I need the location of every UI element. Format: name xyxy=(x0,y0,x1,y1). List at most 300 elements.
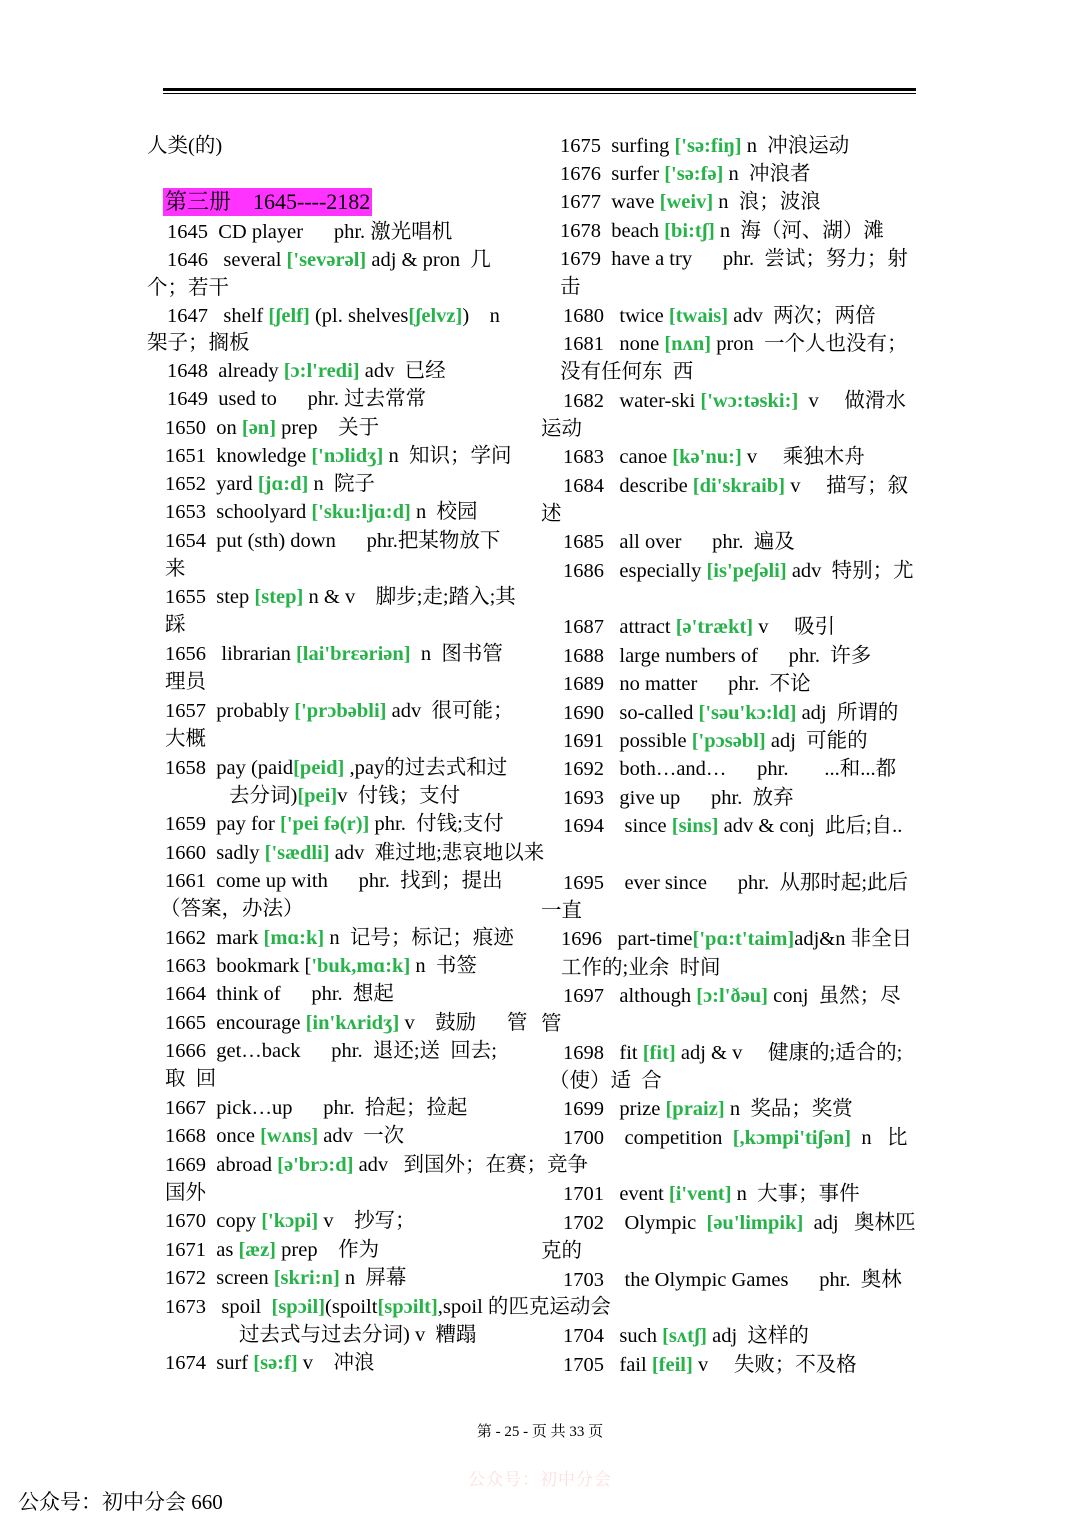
right-vocab-line xyxy=(541,500,562,528)
entry-text: attract xyxy=(604,616,676,638)
phonetic: [skri:n] xyxy=(273,1267,340,1289)
entry-number: 1702 xyxy=(563,1212,604,1234)
entry-text: (pl. shelves xyxy=(309,305,409,327)
credit-text: 公众号：初中分会 660 xyxy=(18,1490,223,1514)
entry-number: 1674 xyxy=(165,1352,206,1374)
entry-text: adj 所谓的 xyxy=(796,702,899,724)
entry-text: 管 xyxy=(541,1013,562,1035)
left-vocab-line xyxy=(165,725,206,753)
entry-text: event xyxy=(604,1183,669,1205)
entry-text: 人类(的) xyxy=(147,135,223,157)
left-vocab-line xyxy=(239,1321,476,1349)
left-vocab-line xyxy=(165,555,186,583)
left-vocab-line xyxy=(160,895,304,923)
entry-text: several xyxy=(208,249,287,271)
right-vocab-line xyxy=(563,1095,853,1123)
entry-number: 1697 xyxy=(563,985,604,1007)
left-vocab-line xyxy=(165,1037,497,1065)
left-vocab-line xyxy=(165,1264,406,1292)
entry-text: 运动 xyxy=(541,418,582,440)
phonetic: [kə'nu:] xyxy=(672,446,742,468)
phonetic: [spɔilt] xyxy=(377,1296,438,1318)
entry-text: conj 虽然；尽 xyxy=(767,985,901,1007)
entry-text: v 吸引 xyxy=(753,616,836,638)
entry-number: 1677 xyxy=(560,191,601,213)
right-vocab-line xyxy=(561,954,720,982)
entry-text: adj 这样的 xyxy=(706,1325,809,1347)
entry-number: 1653 xyxy=(165,501,206,523)
entry-text: librarian xyxy=(206,643,296,665)
entry-number: 1648 xyxy=(167,360,208,382)
entry-text: so-called xyxy=(604,702,699,724)
phonetic: [ʃelvz] xyxy=(408,305,463,327)
left-vocab-line xyxy=(165,810,504,838)
entry-number: 1680 xyxy=(563,305,604,327)
entry-text: think of phr. 想起 xyxy=(206,983,394,1005)
left-vocab-line xyxy=(165,1122,404,1150)
phonetic: [,kɔmpi'tiʃən] xyxy=(732,1127,852,1149)
entry-text: 踩 xyxy=(165,614,186,636)
phonetic: [nʌn] xyxy=(664,333,712,355)
right-vocab-line xyxy=(563,472,908,500)
entry-text: describe xyxy=(604,475,693,497)
left-vocab-line xyxy=(165,470,375,498)
entry-text: n 图书管 xyxy=(410,643,503,665)
phonetic: [mɑ:k] xyxy=(263,927,325,949)
entry-text: especially xyxy=(604,560,707,582)
left-vocab-line xyxy=(165,1065,216,1093)
entry-number: 1686 xyxy=(563,560,604,582)
phonetic: ['nɔlidʒ] xyxy=(311,445,384,467)
right-vocab-line xyxy=(563,727,868,755)
entry-text: v 描写；叙 xyxy=(785,475,909,497)
entry-text: v 冲浪 xyxy=(297,1352,375,1374)
entry-text: n 书签 xyxy=(410,955,477,977)
entry-text: fit xyxy=(604,1042,643,1064)
right-vocab-line xyxy=(541,1010,562,1038)
entry-number: 1656 xyxy=(165,643,206,665)
phonetic: [ən] xyxy=(241,417,277,439)
right-vocab-line xyxy=(541,415,582,443)
entry-text: mark xyxy=(206,927,264,949)
entry-number: 1671 xyxy=(165,1239,206,1261)
entry-text: 去分词) xyxy=(229,785,298,807)
entry-text: n & v 脚步;走;踏入;其 xyxy=(303,586,516,608)
entry-text: both…and… phr. ...和...都 xyxy=(604,758,897,780)
entry-text: 击 xyxy=(560,276,581,298)
entry-text: pay for xyxy=(206,813,281,835)
entry-text: adj & v 健康的;适合的; xyxy=(675,1042,903,1064)
entry-text: have a try phr. 尝试；努力；射 xyxy=(601,248,908,270)
entry-text: adv & conj 此后;自.. xyxy=(718,815,903,837)
entry-number: 1676 xyxy=(560,163,601,185)
entry-text: n 大事；事件 xyxy=(731,1183,860,1205)
entry-text: abroad xyxy=(206,1154,278,1176)
phonetic: [twais] xyxy=(668,305,729,327)
entry-text: beach xyxy=(601,220,665,242)
entry-number: 1678 xyxy=(560,220,601,242)
right-vocab-line xyxy=(541,1237,582,1265)
entry-text: （使）适 合 xyxy=(549,1070,662,1092)
phonetic: [fit] xyxy=(642,1042,676,1064)
entry-text: n 院子 xyxy=(308,473,375,495)
volume-heading: 第三册 1645----2182 xyxy=(165,189,371,214)
phonetic: ['sku:ljɑ:d] xyxy=(311,501,411,523)
entry-number: 1704 xyxy=(563,1325,604,1347)
left-vocab-line xyxy=(165,1151,588,1179)
entry-number: 1666 xyxy=(165,1040,206,1062)
entry-text: n 比 xyxy=(851,1127,908,1149)
entry-number: 1664 xyxy=(165,983,206,1005)
entry-text: although xyxy=(604,985,697,1007)
entry-number: 1681 xyxy=(563,333,604,355)
left-vocab-line xyxy=(165,611,186,639)
left-vocab-line xyxy=(167,302,500,330)
left-vocab-line xyxy=(165,952,477,980)
entry-text: prep 关于 xyxy=(276,417,380,439)
entry-number: 1670 xyxy=(165,1210,206,1232)
right-vocab-line xyxy=(560,188,821,216)
entry-text: n 奖品；奖赏 xyxy=(724,1098,853,1120)
entry-number: 1688 xyxy=(563,645,604,667)
right-vocab-line xyxy=(563,1180,860,1208)
entry-number: 1689 xyxy=(563,673,604,695)
phonetic: [feil] xyxy=(651,1354,693,1376)
entry-number: 1654 xyxy=(165,530,206,552)
right-vocab-line xyxy=(563,1124,907,1152)
left-vocab-line xyxy=(165,924,514,952)
entry-text: probably xyxy=(206,700,295,722)
entry-text: adj & pron 几 xyxy=(366,249,491,271)
entry-number: 1663 xyxy=(165,955,206,977)
entry-text: n 浪；波浪 xyxy=(713,191,821,213)
entry-text: adv 特别；尤 xyxy=(786,560,914,582)
entry-text: competition xyxy=(604,1127,733,1149)
phonetic: ['sædli] xyxy=(264,842,330,864)
entry-text: 理员 xyxy=(165,671,206,693)
entry-text: 架子；搁板 xyxy=(147,332,250,354)
entry-text: 取 回 xyxy=(165,1068,217,1090)
right-vocab-line xyxy=(563,528,795,556)
entry-text: v 付钱；支付 xyxy=(337,785,461,807)
entry-text: n 校园 xyxy=(410,501,478,523)
entry-text: wave xyxy=(601,191,660,213)
left-vocab-line xyxy=(165,640,503,668)
entry-text: n 海（河、湖）滩 xyxy=(714,220,884,242)
phonetic: [ə'trækt] xyxy=(675,616,754,638)
phonetic: [di'skraib] xyxy=(692,475,786,497)
right-vocab-line xyxy=(563,1351,857,1379)
phonetic: ['sevərəl] xyxy=(286,249,367,271)
phonetic: [in'kʌridʒ] xyxy=(305,1012,400,1034)
phonetic: ['prɔbəbli] xyxy=(294,700,387,722)
entry-number: 1661 xyxy=(165,870,206,892)
entry-text: adj&n 非全日 xyxy=(794,928,913,950)
phonetic: [lai'brɛəriən] xyxy=(295,643,411,665)
entry-number: 1705 xyxy=(563,1354,604,1376)
entry-text: CD player phr. 激光唱机 xyxy=(208,221,453,243)
entry-text: ,pay的过去式和过 xyxy=(344,757,508,779)
entry-text: adv 一次 xyxy=(318,1125,405,1147)
entry-number: 1673 xyxy=(165,1296,206,1318)
entry-text: n 记号；标记；痕迹 xyxy=(324,927,514,949)
right-vocab-line xyxy=(563,642,871,670)
entry-text: ) n xyxy=(462,305,500,327)
entry-number: 1645 xyxy=(167,221,208,243)
entry-number: 1693 xyxy=(563,787,604,809)
entry-text: no matter phr. 不论 xyxy=(604,673,811,695)
phonetic: [ə'brɔ:d] xyxy=(277,1154,354,1176)
entry-text: spoil xyxy=(206,1296,272,1318)
entry-text: used to phr. 过去常常 xyxy=(208,388,427,410)
entry-text: 一直 xyxy=(541,900,582,922)
entry-number: 1647 xyxy=(167,305,208,327)
left-vocab-line xyxy=(167,218,452,246)
entry-text: possible xyxy=(604,730,692,752)
left-vocab-line xyxy=(165,668,206,696)
entry-text: 个；若干 xyxy=(147,277,229,299)
right-vocab-line xyxy=(563,670,811,698)
entry-text: 大概 xyxy=(165,728,206,750)
entry-number: 1691 xyxy=(563,730,604,752)
entry-text: prep 作为 xyxy=(276,1239,380,1261)
entry-text: (spoilt xyxy=(325,1296,378,1318)
entry-text: as xyxy=(206,1239,239,1261)
entry-text: shelf xyxy=(208,305,269,327)
entry-text: surf xyxy=(206,1352,254,1374)
left-vocab-line xyxy=(167,357,446,385)
right-vocab-line xyxy=(563,330,908,358)
entry-number: 1695 xyxy=(563,872,604,894)
entry-text: adv 到国外；在赛；竞争 xyxy=(353,1154,589,1176)
entry-text: since xyxy=(604,815,672,837)
phonetic: [bi:tʃ] xyxy=(664,220,715,242)
right-vocab-line xyxy=(549,1067,662,1095)
entry-number: 1696 xyxy=(561,928,602,950)
entry-number: 1650 xyxy=(165,417,206,439)
entry-text: （答案，办法） xyxy=(160,898,304,920)
entry-text: put (sth) down phr.把某物放下 xyxy=(206,530,501,552)
entry-number: 1703 xyxy=(563,1269,604,1291)
entry-number: 1655 xyxy=(165,586,206,608)
entry-number: 1651 xyxy=(165,445,206,467)
entry-text: v 鼓励 管 xyxy=(399,1012,528,1034)
entry-text: 没有任何东 西 xyxy=(560,361,694,383)
right-vocab-line xyxy=(563,869,908,897)
phonetic: [ɔ:l'redi] xyxy=(283,360,360,382)
right-vocab-line xyxy=(563,443,865,471)
entry-text: n 屏幕 xyxy=(339,1267,407,1289)
right-vocab-line xyxy=(560,245,908,273)
entry-number: 1687 xyxy=(563,616,604,638)
left-vocab-line xyxy=(163,188,372,216)
phonetic: [i'vent] xyxy=(668,1183,732,1205)
phonetic: [ɔ:l'ðəu] xyxy=(696,985,768,1007)
entry-text: the Olympic Games phr. 奥林 xyxy=(604,1269,902,1291)
entry-text: bookmark [ xyxy=(206,955,312,977)
right-vocab-line xyxy=(560,132,849,160)
entry-number: 1660 xyxy=(165,842,206,864)
entry-text: none xyxy=(604,333,665,355)
left-vocab-line xyxy=(165,697,513,725)
entry-text: n 冲浪运动 xyxy=(741,135,850,157)
right-vocab-line xyxy=(560,358,693,386)
phonetic: [sins] xyxy=(671,815,719,837)
entry-text: n 知识；学问 xyxy=(383,445,512,467)
left-vocab-line xyxy=(147,274,229,302)
left-vocab-line xyxy=(165,839,544,867)
entry-text: v 乘独木舟 xyxy=(741,446,865,468)
left-vocab-line xyxy=(165,1236,379,1264)
left-vocab-line xyxy=(165,527,500,555)
left-vocab-line xyxy=(165,980,394,1008)
entry-number: 1684 xyxy=(563,475,604,497)
right-vocab-line xyxy=(563,1039,902,1067)
phonetic: ['sə:fiŋ] xyxy=(674,135,742,157)
entry-text: fail xyxy=(604,1354,652,1376)
left-vocab-line xyxy=(165,1293,611,1321)
header-rule-thin xyxy=(163,93,916,94)
entry-text: yard xyxy=(206,473,258,495)
left-vocab-line xyxy=(165,1179,206,1207)
entry-text: adj 奥林匹 xyxy=(803,1212,916,1234)
phonetic: ['sə:fə] xyxy=(664,163,724,185)
entry-text: give up phr. 放弃 xyxy=(604,787,794,809)
entry-number: 1665 xyxy=(165,1012,206,1034)
entry-number: 1667 xyxy=(165,1097,206,1119)
phonetic: [sə:f] xyxy=(253,1352,298,1374)
left-vocab-line xyxy=(165,867,503,895)
entry-text: pick…up phr. 拾起；捡起 xyxy=(206,1097,468,1119)
entry-number: 1694 xyxy=(563,815,604,837)
entry-text: all over phr. 遍及 xyxy=(604,531,795,553)
entry-text: screen xyxy=(206,1267,274,1289)
entry-text: canoe xyxy=(604,446,673,468)
left-vocab-line xyxy=(147,132,222,160)
entry-text: such xyxy=(604,1325,663,1347)
entry-text: part-time xyxy=(602,928,693,950)
entry-number: 1652 xyxy=(165,473,206,495)
right-vocab-line xyxy=(563,302,876,330)
left-vocab-line xyxy=(165,414,379,442)
phonetic: [step] xyxy=(254,586,304,608)
phonetic: ['pɑ:t'taim] xyxy=(692,928,795,950)
entry-text: adv 两次；两倍 xyxy=(728,305,876,327)
right-vocab-line xyxy=(563,1322,809,1350)
entry-number: 1692 xyxy=(563,758,604,780)
entry-number: 1668 xyxy=(165,1125,206,1147)
entry-number: 1690 xyxy=(563,702,604,724)
entry-text: encourage xyxy=(206,1012,306,1034)
entry-text: on xyxy=(206,417,242,439)
left-vocab-line xyxy=(165,1009,527,1037)
entry-text: v 做滑水 xyxy=(798,390,906,412)
entry-number: 1675 xyxy=(560,135,601,157)
right-vocab-line xyxy=(560,217,884,245)
phonetic: [peid] xyxy=(293,757,345,779)
entry-text: v 失败；不及格 xyxy=(692,1354,857,1376)
right-vocab-line xyxy=(560,273,581,301)
entry-number: 1682 xyxy=(563,390,604,412)
right-vocab-line xyxy=(563,982,901,1010)
entry-number: 1658 xyxy=(165,757,206,779)
entry-number: 1699 xyxy=(563,1098,604,1120)
left-vocab-line xyxy=(165,754,507,782)
entry-text: 来 xyxy=(165,558,186,580)
entry-number: 1683 xyxy=(563,446,604,468)
phonetic: [is'peʃəli] xyxy=(706,560,787,582)
entry-text: knowledge xyxy=(206,445,312,467)
entry-number: 1657 xyxy=(165,700,206,722)
phonetic: ['kɔpi] xyxy=(261,1210,319,1232)
entry-text: prize xyxy=(604,1098,666,1120)
phonetic: ['wɔ:təski:] xyxy=(700,390,799,412)
entry-number: 1662 xyxy=(165,927,206,949)
right-vocab-line xyxy=(561,925,912,953)
phonetic: [spɔil] xyxy=(271,1296,326,1318)
entry-text: surfer xyxy=(601,163,665,185)
phonetic: [praiz] xyxy=(665,1098,725,1120)
entry-text: come up with phr. 找到；提出 xyxy=(206,870,503,892)
entry-text: 国外 xyxy=(165,1182,206,1204)
entry-text: surfing xyxy=(601,135,675,157)
phonetic: [ʃelf] xyxy=(268,305,310,327)
phonetic: 'buk,mɑ:k] xyxy=(311,955,411,977)
entry-text: n 冲浪者 xyxy=(723,163,811,185)
entry-text: pron 一个人也没有； xyxy=(711,333,908,355)
entry-text: large numbers of phr. 许多 xyxy=(604,645,872,667)
entry-text: adv 已经 xyxy=(359,360,446,382)
entry-text: ever since phr. 从那时起;此后 xyxy=(604,872,909,894)
entry-text: 过去式与过去分词) v 糟蹋 xyxy=(239,1324,477,1346)
right-vocab-line xyxy=(563,387,906,415)
right-vocab-line xyxy=(563,755,896,783)
entry-text: once xyxy=(206,1125,261,1147)
right-vocab-line xyxy=(563,1266,902,1294)
phonetic: [pei] xyxy=(297,785,338,807)
right-vocab-line xyxy=(563,613,835,641)
right-vocab-line xyxy=(563,699,898,727)
entry-number: 1700 xyxy=(563,1127,604,1149)
entry-number: 1672 xyxy=(165,1267,206,1289)
header-rule-thick xyxy=(163,88,916,91)
entry-text: copy xyxy=(206,1210,262,1232)
entry-text: 工作的;业余 时间 xyxy=(561,957,721,979)
entry-number: 1685 xyxy=(563,531,604,553)
left-vocab-line xyxy=(229,782,460,810)
right-vocab-line xyxy=(563,1209,916,1237)
right-vocab-line xyxy=(563,812,902,840)
phonetic: [æz] xyxy=(238,1239,277,1261)
right-vocab-line xyxy=(563,557,914,585)
left-vocab-line xyxy=(165,498,477,526)
left-vocab-line xyxy=(147,329,250,357)
left-vocab-line xyxy=(165,1349,375,1377)
right-vocab-line xyxy=(563,784,794,812)
entry-text: already xyxy=(208,360,284,382)
entry-number: 1701 xyxy=(563,1183,604,1205)
entry-number: 1698 xyxy=(563,1042,604,1064)
entry-text: Olympic xyxy=(604,1212,707,1234)
phonetic: [weiv] xyxy=(659,191,714,213)
left-vocab-line xyxy=(167,385,426,413)
entry-number: 1646 xyxy=(167,249,208,271)
phonetic: ['pei fə(r)] xyxy=(280,813,370,835)
phonetic: [sʌtʃ] xyxy=(662,1325,707,1347)
entry-text: phr. 付钱;支付 xyxy=(369,813,504,835)
left-vocab-line xyxy=(165,1207,416,1235)
right-vocab-line xyxy=(541,897,582,925)
